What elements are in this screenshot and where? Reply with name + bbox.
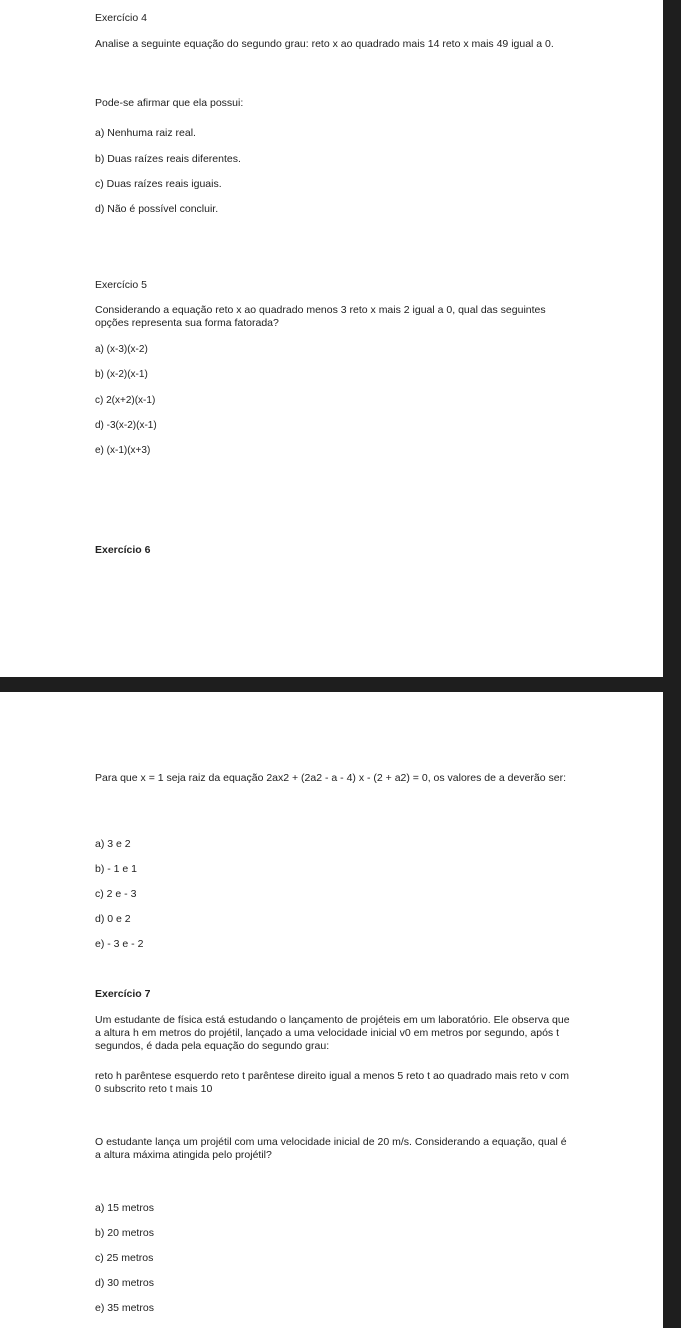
exercise-4-option-b: b) Duas raízes reais diferentes.: [95, 153, 241, 165]
exercise-4-option-c: c) Duas raízes reais iguais.: [95, 178, 222, 190]
exercise-4-option-a: a) Nenhuma raiz real.: [95, 127, 196, 139]
exercise-7-option-b: b) 20 metros: [95, 1227, 154, 1239]
exercise-5-option-e: e) (x-1)(x+3): [95, 445, 151, 456]
exercise-6-option-a: a) 3 e 2: [95, 838, 131, 850]
exercise-6-option-c: c) 2 e - 3: [95, 888, 137, 900]
exercise-7-option-e: e) 35 metros: [95, 1302, 154, 1314]
exercise-4-question: Analise a seguinte equação do segundo grau: reto x ao quadrado mais 14 reto x mais 49 igual a 0.: [95, 38, 554, 50]
exercise-6-option-b: b) - 1 e 1: [95, 863, 138, 875]
document-page-1: [0, 0, 663, 677]
exercise-7-intro: Um estudante de física está estudando o lançamento de projéteis em um laboratório. Ele observa que a altura h em metros do projétil, lançado a uma velocidade inicial v0 em metros por segundo, após t segundos, é dada pela equação do segundo grau:: [95, 1014, 570, 1052]
document-page-2: [0, 692, 663, 1328]
exercise-4-option-d: d) Não é possível concluir.: [95, 203, 219, 215]
exercise-4-prompt: Pode-se afirmar que ela possui:: [95, 97, 244, 109]
exercise-5-option-b: b) (x-2)(x-1): [95, 369, 148, 380]
exercise-5-option-a: a) (x-3)(x-2): [95, 344, 148, 355]
exercise-6-question: Para que x = 1 seja raiz da equação 2ax2 + (2a2 - a - 4) x - (2 + a2) = 0, os valores de a deverão ser:: [95, 772, 567, 784]
exercise-6-option-e: e) - 3 e - 2: [95, 938, 144, 950]
exercise-7-question: O estudante lança um projétil com uma velocidade inicial de 20 m/s. Considerando a equação, qual é a altura máxima atingida pelo projétil?: [95, 1136, 567, 1161]
exercise-4-title: Exercício 4: [95, 12, 147, 24]
exercise-5-question: Considerando a equação reto x ao quadrado menos 3 reto x mais 2 igual a 0, qual das seguintes opções representa sua forma fatorada?: [95, 304, 546, 329]
exercise-5-option-c: c) 2(x+2)(x-1): [95, 395, 156, 406]
exercise-6-option-d: d) 0 e 2: [95, 913, 131, 925]
exercise-6-title: Exercício 6: [95, 544, 151, 556]
exercise-7-option-a: a) 15 metros: [95, 1202, 154, 1214]
exercise-7-equation: reto h parêntese esquerdo reto t parêntese direito igual a menos 5 reto t ao quadrado mais reto v com 0 subscrito reto t mais 10: [95, 1070, 569, 1095]
exercise-7-title: Exercício 7: [95, 988, 151, 1000]
exercise-5-title: Exercício 5: [95, 279, 147, 291]
exercise-7-option-c: c) 25 metros: [95, 1252, 154, 1264]
exercise-5-option-d: d) -3(x-2)(x-1): [95, 420, 157, 431]
exercise-7-option-d: d) 30 metros: [95, 1277, 154, 1289]
